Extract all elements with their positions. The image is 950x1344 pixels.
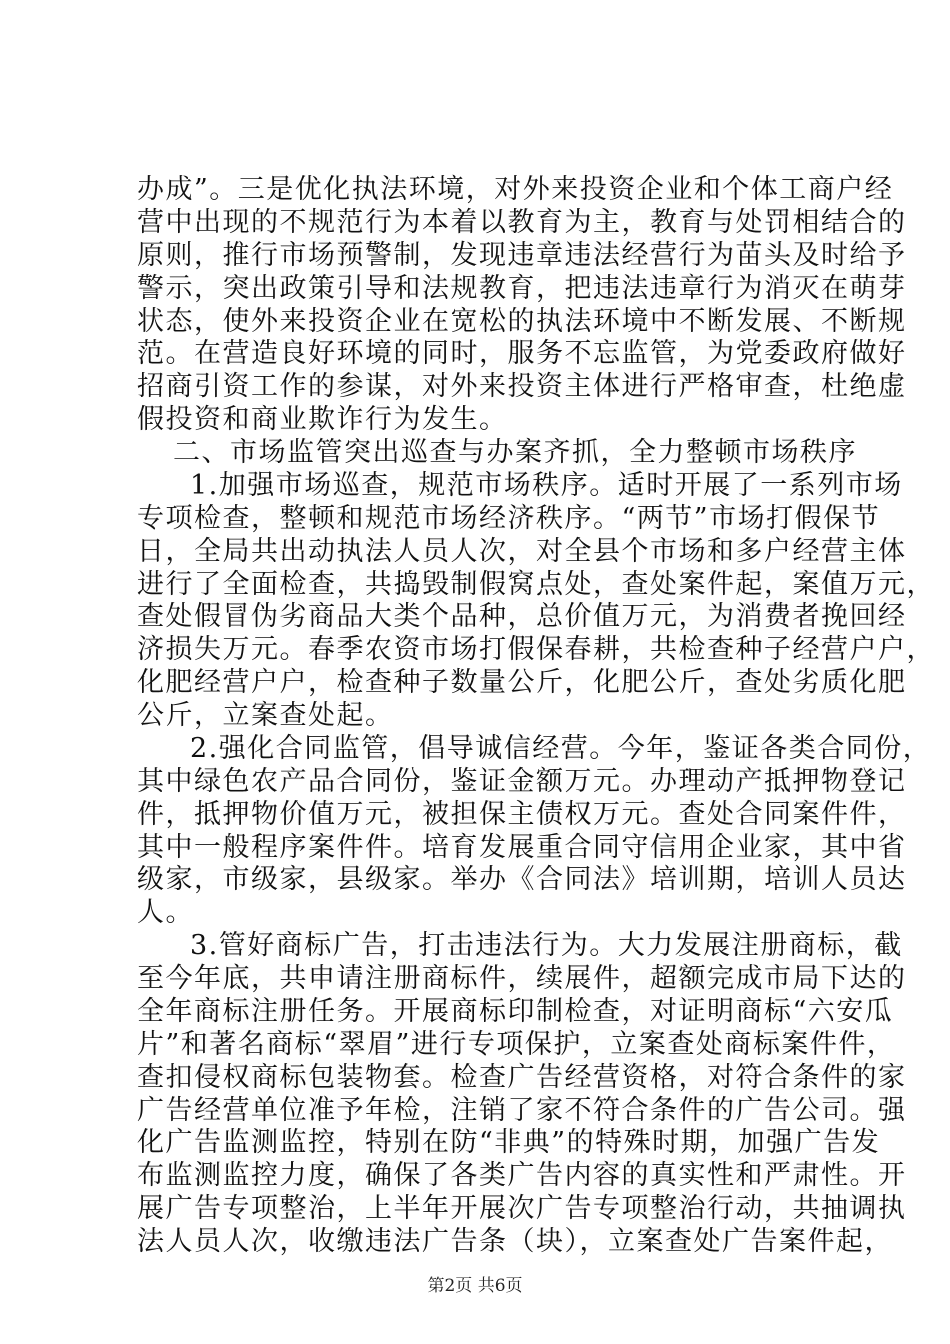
text-line: 级家，市级家，县级家。举办《合同法》培训期，培训人员达 [137,864,907,895]
text-line: 广告经营单位准予年检，注销了家不符合条件的广告公司。强 [137,1095,907,1126]
text-line: 范。在营造良好环境的同时，服务不忘监管，为党委政府做好 [137,338,907,369]
text-line: 化广告监测监控，特别在防“非典”的特殊时期，加强广告发 [137,1127,881,1158]
text-line: 假投资和商业欺诈行为发生。 [137,404,508,435]
text-line: 其中一般程序案件件。培育发展重合同守信用企业家，其中省 [137,832,907,863]
text-line: 至今年底，共申请注册商标件，续展件，超额完成市局下达的 [137,963,907,994]
paragraph-first-line: 3.管好商标广告，打击违法行为。大力发展注册商标，截 [190,930,903,961]
text-line: 状态，使外来投资企业在宽松的执法环境中不断发展、不断规 [137,306,907,337]
text-line: 其中绿色农产品合同份，鉴证金额万元。办理动产抵押物登记 [137,766,907,797]
text-line: 原则，推行市场预警制，发现违章违法经营行为苗头及时给予 [137,240,907,271]
text-line: 济损失万元。春季农资市场打假保春耕，共检查种子经营户户， [137,634,935,665]
text-line: 进行了全面检查，共捣毁制假窝点处，查处案件起，案值万元， [137,569,935,600]
text-line: 全年商标注册任务。开展商标印制检查，对证明商标“六安瓜 [137,996,894,1027]
paragraph-first-line: 2.强化合同监管，倡导诚信经营。今年，鉴证各类合同份， [190,733,932,764]
page-number-footer: 第2页 共6页 [427,1276,523,1296]
text-line: 展广告专项整治，上半年开展次广告专项整治行动，共抽调执 [137,1193,907,1224]
text-line: 法人员人次，收缴违法广告条（块），立案查处广告案件起， [137,1226,893,1257]
text-line: 布监测监控力度，确保了各类广告内容的真实性和严肃性。开 [137,1160,907,1191]
text-line: 片”和著名商标“翠眉”进行专项保护，立案查处商标案件件， [137,1029,896,1060]
text-line: 公斤，立案查处起。 [137,700,394,731]
text-line: 办成”。三是优化执法环境，对外来投资企业和个体工商户经 [137,174,894,205]
text-line: 化肥经营户户，检查种子数量公斤，化肥公斤，查处劣质化肥 [137,667,907,698]
text-line: 日，全局共出动执法人员人次，对全县个市场和多户经营主体 [137,536,907,567]
text-line: 件，抵押物价值万元，被担保主债权万元。查处合同案件件， [137,799,907,830]
text-line: 招商引资工作的参谋，对外来投资主体进行严格审查，杜绝虚 [137,371,907,402]
text-line: 人。 [137,897,194,928]
text-line: 警示，突出政策引导和法规教育，把违法违章行为消灭在萌芽 [137,273,907,304]
text-line: 查扣侵权商标包装物套。检查广告经营资格，对符合条件的家 [137,1062,907,1093]
text-line: 营中出现的不规范行为本着以教育为主，教育与处罚相结合的 [137,207,907,238]
section-heading: 二、市场监管突出巡查与办案齐抓，全力整顿市场秩序 [173,437,857,468]
text-line: 专项检查，整顿和规范市场经济秩序。“两节”市场打假保节 [137,503,881,534]
text-line: 查处假冒伪劣商品大类个品种，总价值万元，为消费者挽回经 [137,601,907,632]
paragraph-first-line: 1.加强市场巡查，规范市场秩序。适时开展了一系列市场 [190,470,903,501]
